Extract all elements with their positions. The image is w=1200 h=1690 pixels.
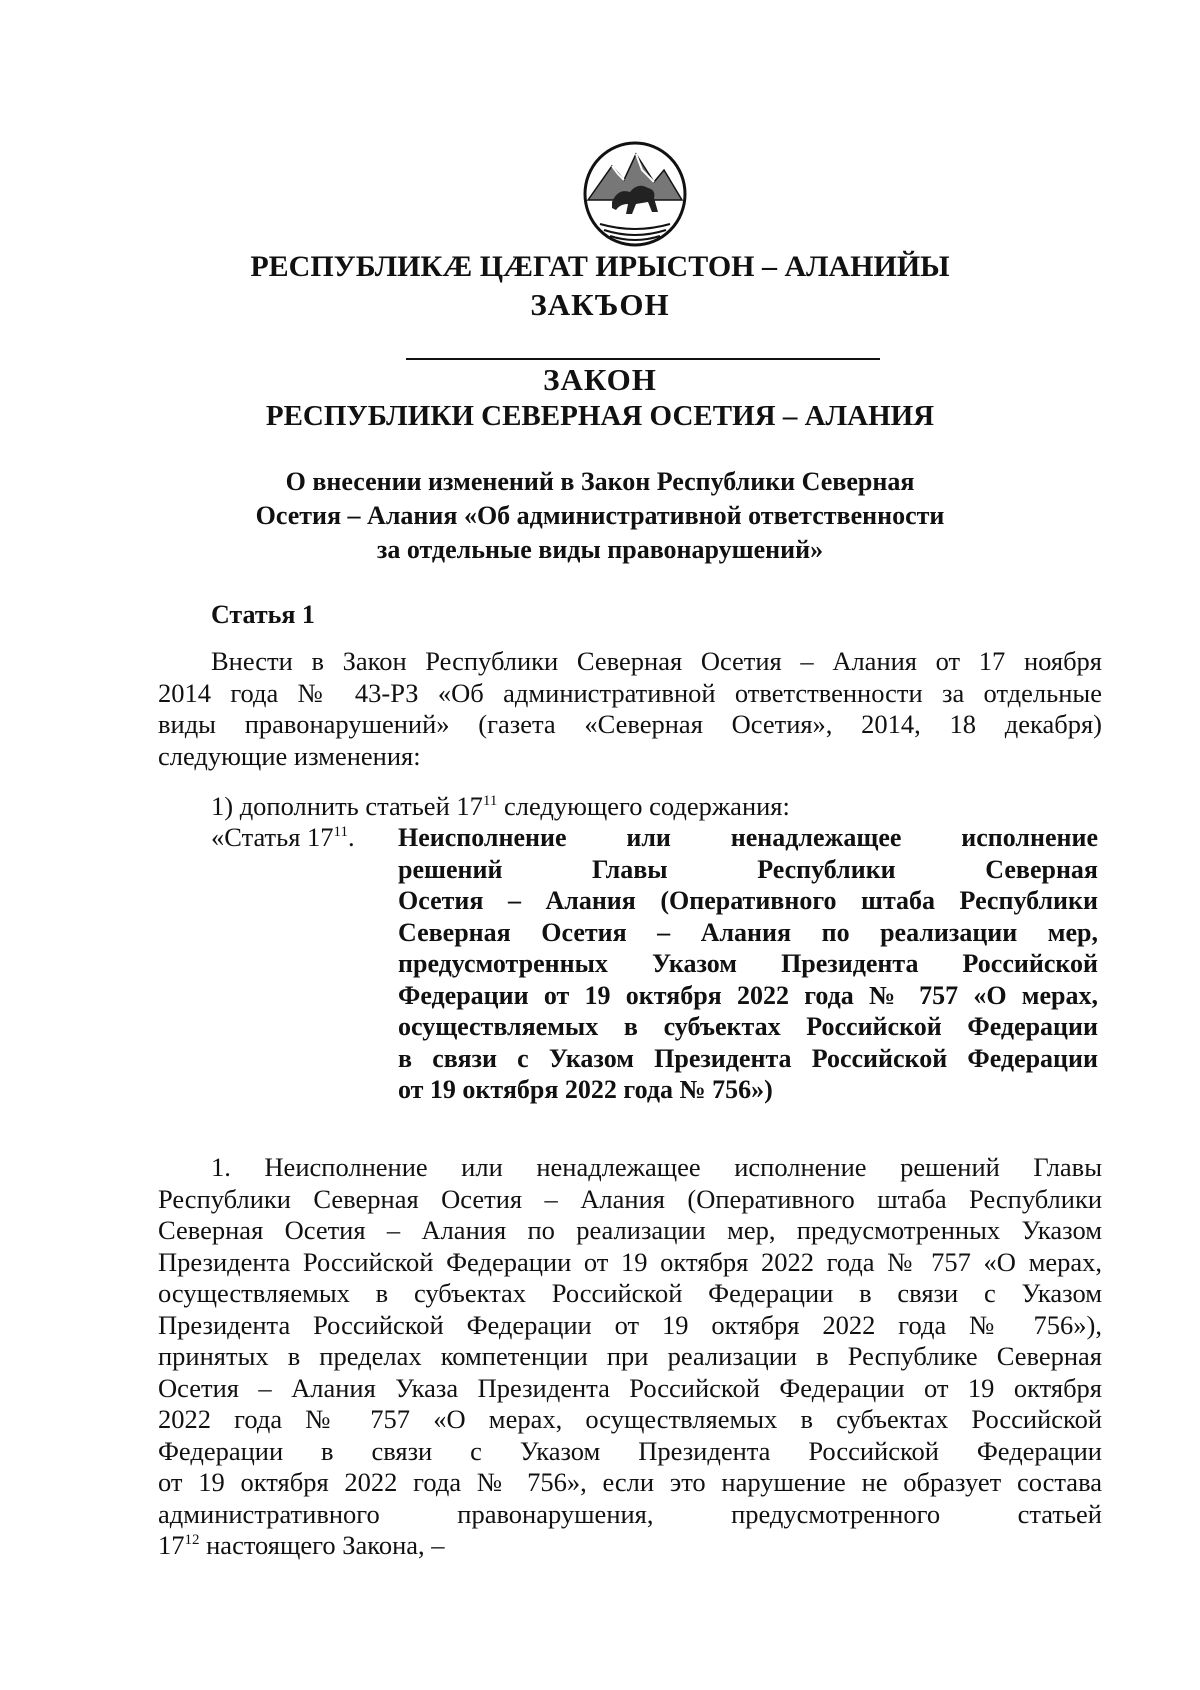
republic-name: РЕСПУБЛИКИ СЕВЕРНАЯ ОСЕТИЯ – АЛАНИЯ [265, 400, 935, 432]
para-line: 1. Неисполнение или ненадлежащее исполнение решений Главы [211, 1152, 1102, 1182]
law-title: ЗАКОН [543, 362, 657, 397]
coat-of-arms-emblem [582, 140, 688, 248]
amendment-item-1: 1) дополнить статьей $17^{11}$ следующего содержания: [211, 791, 790, 821]
para-line: Северная Осетия – Алания по реализации мер, предусмотренных Указом [158, 1215, 1102, 1245]
title-line: Федерации от 19 октября 2022 года № 757 «О мерах, [398, 980, 1098, 1010]
intro-line: 2014 года № 43-РЗ «Об административной ответственности за отдельные [158, 677, 1102, 708]
header-divider [406, 358, 880, 360]
para-line: Осетия – Алания Указа Президента Российской Федерации от 19 октября [158, 1372, 1102, 1403]
para-line: Республики Северная Осетия – Алания (Оперативного штаба Республики [158, 1183, 1102, 1214]
article-intro [158, 646, 1102, 772]
para-line-last: $17^{12}$ настоящего Закона, – [158, 1530, 445, 1560]
ossetian-republic-name: РЕСПУБЛИКӔ ЦӔГАТ ИРЫСТОН – АЛАНИЙЫ [250, 250, 950, 283]
title-line: решений Главы Республики Северная [398, 854, 1098, 884]
intro-line: следующие изменения: [158, 740, 421, 771]
para-line: Президента Российской Федерации от 19 октября 2022 года № 756»), [158, 1309, 1102, 1340]
para-line: принятых в пределах компетенции при реализации в Республике Северная [158, 1341, 1102, 1371]
paragraph-1 [158, 1152, 1102, 1562]
title-line: Северная Осетия – Алания по реализации мер, [398, 917, 1098, 947]
title-line: осуществляемых в субъектах Российской Федерации [398, 1012, 1098, 1041]
intro-line: виды правонарушений» (газета «Северная Осетия», 2014, 18 декабря) [158, 709, 1102, 739]
para-line: 2022 года № 757 «О мерах, осуществляемых в субъектах Российской [158, 1404, 1102, 1434]
para-line: Президента Российской Федерации от 19 октября 2022 года № 757 «О мерах, [158, 1246, 1102, 1277]
para-line: Федерации в связи с Указом Президента Российской Федерации [158, 1435, 1102, 1466]
title-line: от 19 октября 2022 года № 756») [398, 1075, 773, 1104]
title-line: Осетия – Алания (Оперативного штаба Республики [398, 886, 1098, 915]
article-heading: Статья 1 [211, 600, 315, 629]
subject-line: Осетия – Алания «Об административной ответственности [255, 501, 945, 530]
subject-line: О внесении изменений в Закон Республики Северная [285, 467, 915, 496]
title-line: Неисполнение или ненадлежащее исполнение [398, 823, 1098, 852]
para-line: от 19 октября 2022 года № 756», если это нарушение не образует состава [158, 1467, 1102, 1497]
law-subject [0, 465, 1200, 567]
ossetian-law-word: ЗАКЪОН [530, 287, 670, 322]
para-line: осуществляемых в субъектах Российской Федерации в связи с Указом [158, 1278, 1102, 1308]
new-article-title [398, 822, 1098, 1106]
intro-line: Внести в Закон Республики Северная Осетия – Алания от 17 ноября [211, 646, 1102, 676]
title-line: в связи с Указом Президента Российской Федерации [398, 1043, 1098, 1073]
subject-line: за отдельные виды правонарушений» [376, 535, 824, 564]
new-article-label: «Статья $17^{11}$. [211, 822, 355, 852]
para-line: административного правонарушения, предусмотренного статьей [158, 1498, 1102, 1529]
title-line: предусмотренных Указом Президента Российской [398, 949, 1098, 978]
